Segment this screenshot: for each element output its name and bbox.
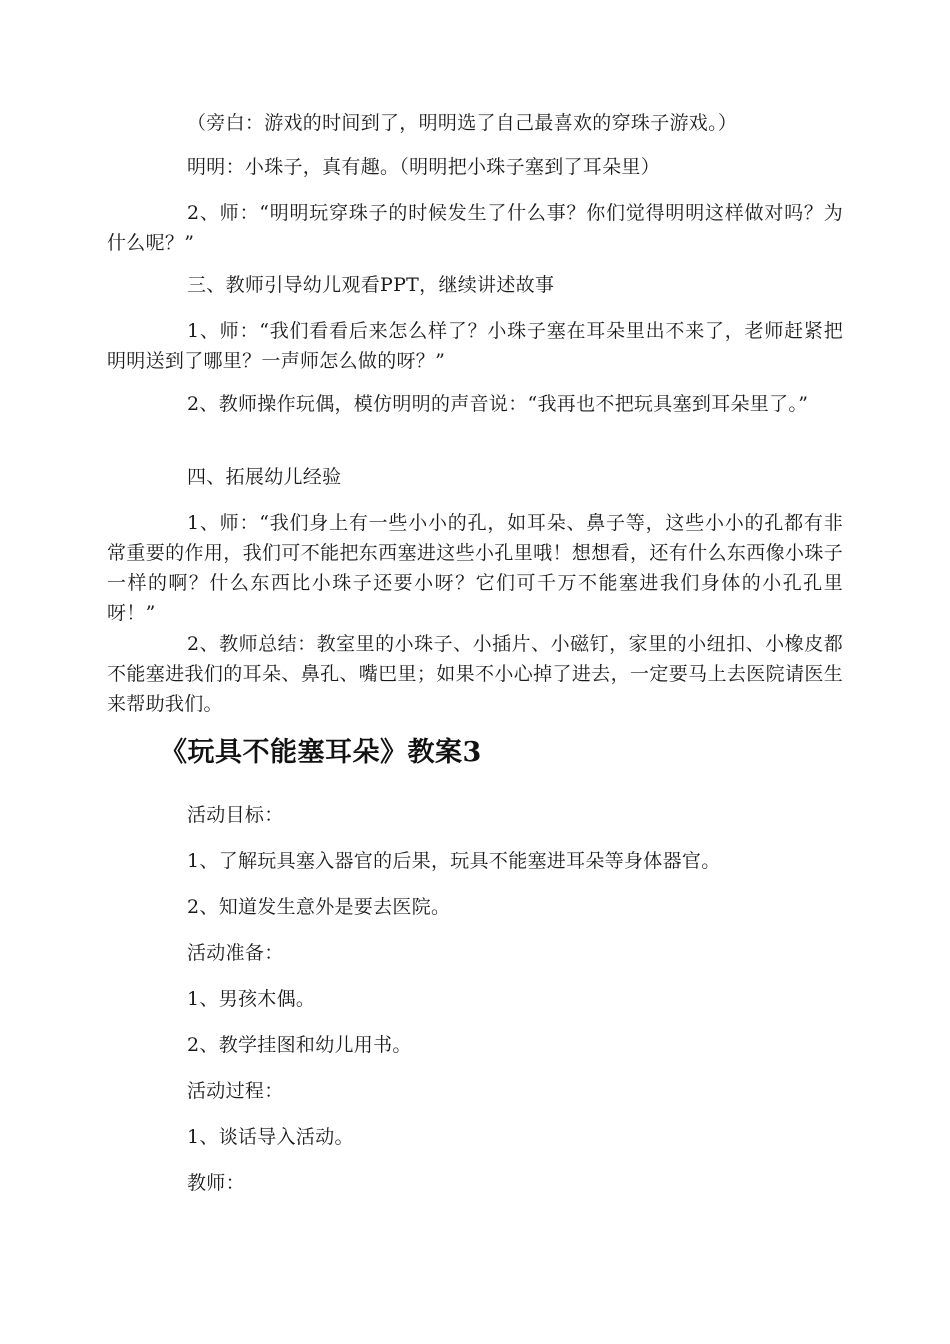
paragraph-prep-2: 2、教学挂图和幼儿用书。 xyxy=(187,1034,412,1056)
paragraph-teacher-summary: 2、教师总结：教室里的小珠子、小插片、小磁钉，家里的小纽扣、小橡皮都不能塞进我们的耳朵、鼻孔、嘴巴里；如果不小心掉了进去，一定要马上去医院请医生来帮助我们。 xyxy=(107,633,843,715)
paragraph-activity-prep: 活动准备： xyxy=(187,942,284,964)
paragraph-activity-process: 活动过程： xyxy=(187,1080,284,1102)
paragraph-teacher-question-4-1: 1、师：“我们身上有一些小小的孔，如耳朵、鼻子等，这些小小的孔都有非常重要的作用，我们可不能把东西塞进这些小孔里哦！想想看，还有什么东西像小珠子一样的啊？什么东西比小珠子还要小呀？它们可千万不能塞进我们身体的小孔孔里呀！” xyxy=(107,512,843,624)
paragraph-teacher-label: 教师： xyxy=(187,1172,245,1194)
paragraph-mingming-line: 明明：小珠子，真有趣。（明明把小珠子塞到了耳朵里） xyxy=(187,156,661,178)
paragraph-narration: （旁白：游戏的时间到了，明明选了自己最喜欢的穿珠子游戏。） xyxy=(187,112,738,134)
section-title: 《玩具不能塞耳朵》教案3 xyxy=(160,737,482,768)
paragraph-teacher-question-3-1: 1、师：“我们看看后来怎么样了？小珠子塞在耳朵里出不来了，老师赶紧把明明送到了哪里？一声师怎么做的呀？” xyxy=(107,320,843,372)
paragraph-section-three: 三、教师引导幼儿观看PPT，继续讲述故事 xyxy=(187,274,555,296)
paragraph-goal-2: 2、知道发生意外是要去医院。 xyxy=(187,896,451,918)
paragraph-section-four: 四、拓展幼儿经验 xyxy=(187,466,342,488)
paragraph-activity-goals: 活动目标： xyxy=(187,804,284,826)
paragraph-prep-1: 1、男孩木偶。 xyxy=(187,988,316,1010)
paragraph-teacher-question-2: 2、师：“明明玩穿珠子的时候发生了什么事？你们觉得明明这样做对吗？为什么呢？” xyxy=(107,202,843,254)
paragraph-teacher-puppet: 2、教师操作玩偶，模仿明明的声音说：“我再也不把玩具塞到耳朵里了。” xyxy=(187,393,809,415)
paragraph-goal-1: 1、了解玩具塞入器官的后果，玩具不能塞进耳朵等身体器官。 xyxy=(187,850,721,872)
paragraph-process-1: 1、谈话导入活动。 xyxy=(187,1126,354,1148)
